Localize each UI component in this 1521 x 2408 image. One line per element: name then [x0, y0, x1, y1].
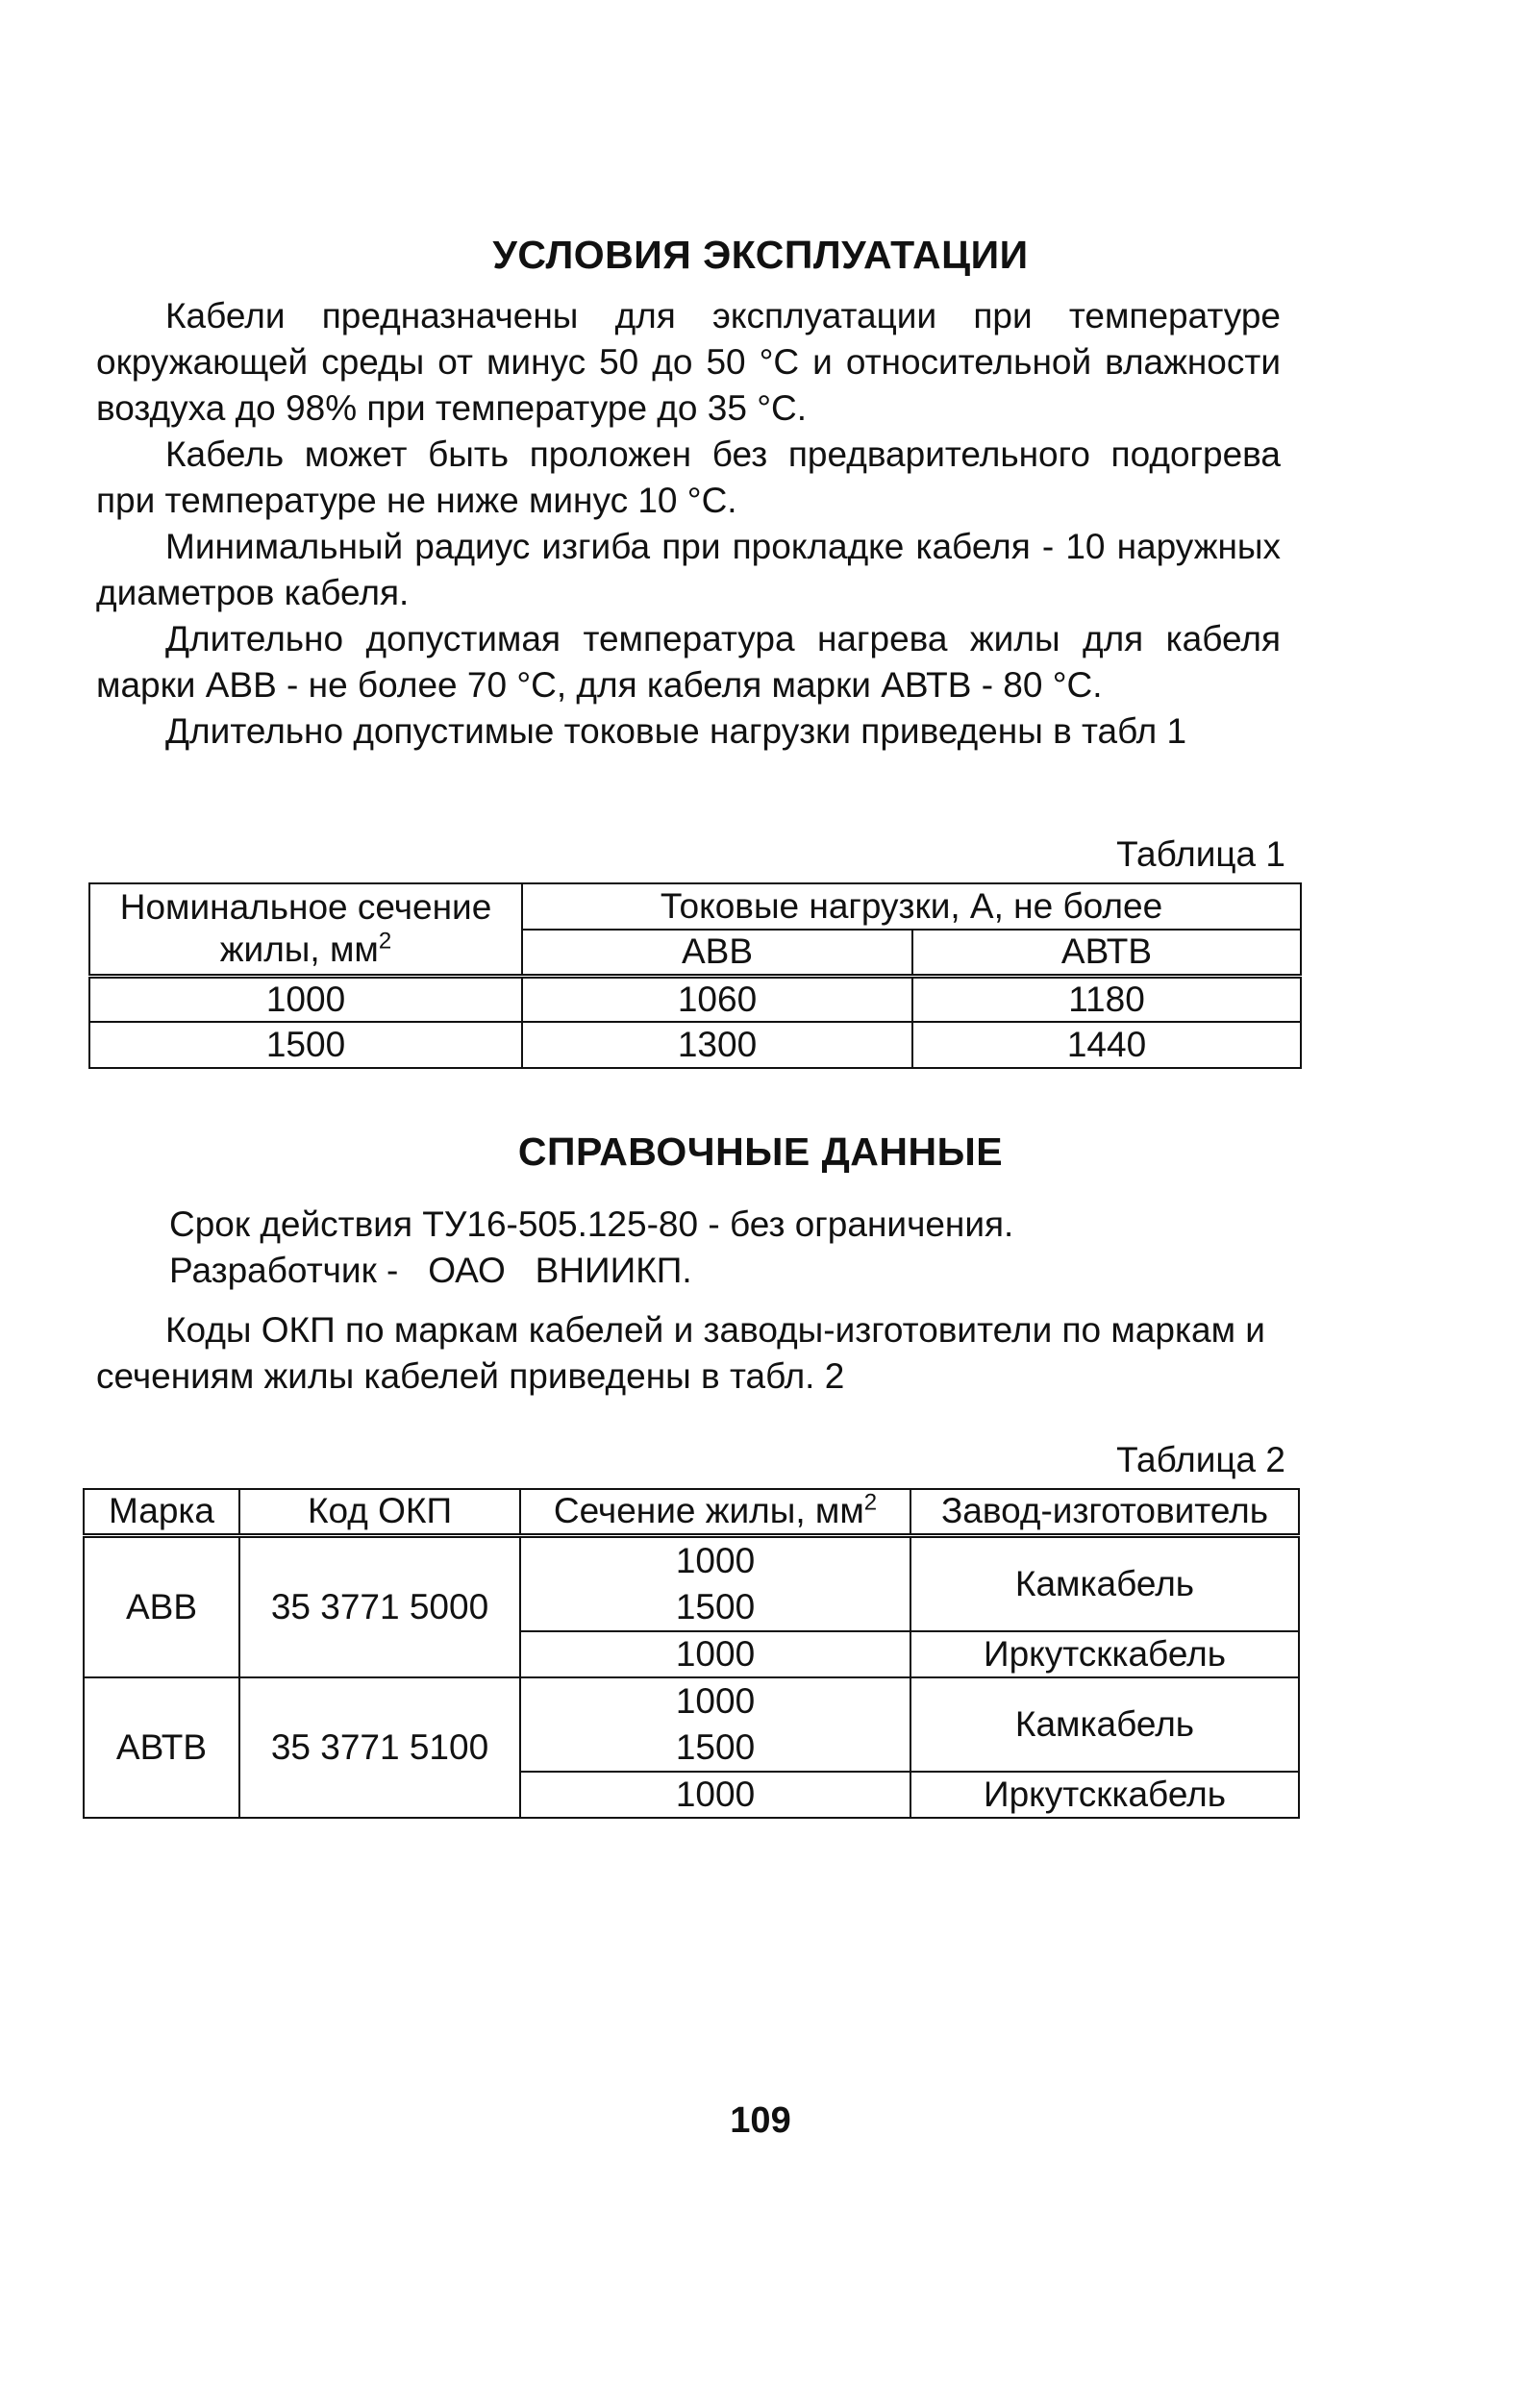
table-row [89, 1022, 1301, 1068]
validity-line: Срок действия ТУ16-505.125-80 - без ограничения. [169, 1204, 1014, 1244]
table2-section-cell: 1000 1500 [520, 1677, 910, 1772]
table2-header-brand: Марка [84, 1489, 239, 1535]
table2-section-cell: 1000 1500 [520, 1535, 910, 1631]
table1-header-current-loads: Токовые нагрузки, А, не более [522, 883, 1301, 930]
paragraph-core-temperature: Длительно допустимая температура нагрева жилы для кабеля марки АВВ - не более 70 °С, для кабеля марки АВТВ - 80 °С. [96, 619, 1281, 705]
table2-header-cross-section: Сечение жилы, $мм^2$ [520, 1489, 910, 1535]
table1-subheader-avv: АВВ [522, 930, 912, 976]
table1-cell: 1300 [522, 1022, 912, 1068]
section-title-operating-conditions: УСЛОВИЯ ЭКСПЛУАТАЦИИ [492, 233, 1029, 277]
paragraph-preheating: Кабель может быть проложен без предварительного подогрева при температуре не ниже минус 10 °С. [96, 434, 1281, 520]
page-number: 109 [730, 2100, 791, 2141]
table-okp-codes [83, 1488, 1300, 1819]
table2-factory-cell: Камкабель [910, 1535, 1299, 1631]
table2-caption: Таблица 2 [1116, 1440, 1285, 1479]
paragraph-okp-codes: Коды ОКП по маркам кабелей и заводы-изготовители по маркам и сечениям жилы кабелей приведены в табл. 2 [96, 1310, 1265, 1396]
paragraph-current-loads: Длительно допустимые токовые нагрузки приведены в табл 1 [165, 711, 1187, 751]
table2-section-cell: 1000 [520, 1631, 910, 1677]
section-title-reference-data: СПРАВОЧНЫЕ ДАННЫЕ [517, 1130, 1004, 1174]
table2-factory-cell: Иркутсккабель [910, 1631, 1299, 1677]
table2-section-cell: 1000 [520, 1772, 910, 1818]
table1-subheader-avtv: АВТВ [912, 930, 1301, 976]
developer-line: Разработчик - ОАО ВНИИКП. [169, 1251, 692, 1290]
table1-cell: 1000 [89, 976, 522, 1022]
table2-brand-cell: АВВ [84, 1535, 239, 1677]
table-row [89, 976, 1301, 1022]
table1-cell: 1180 [912, 976, 1301, 1022]
reference-data-text [96, 1202, 1281, 1400]
table2-header-okp-code: Код ОКП [239, 1489, 520, 1535]
table2-brand-cell: АВТВ [84, 1677, 239, 1818]
table2-code-cell: 35 3771 5000 [239, 1535, 520, 1677]
table2-factory-cell: Камкабель [910, 1677, 1299, 1772]
table1-cell: 1060 [522, 976, 912, 1022]
table-row [84, 1535, 1299, 1631]
table1-cell: 1500 [89, 1022, 522, 1068]
paragraph-temperature: Кабели предназначены для эксплуатации при температуре окружающей среды от минус 50 до 50 °С и относительной влажности воздуха до 98% при температуре до 35 °С. [96, 296, 1281, 428]
table-row [84, 1677, 1299, 1772]
table1-caption: Таблица 1 [1116, 834, 1285, 874]
table1-cell: 1440 [912, 1022, 1301, 1068]
table1-header-cross-section: Номинальное сечение жилы, $мм^2$ [89, 883, 522, 976]
paragraph-bending-radius: Минимальный радиус изгиба при прокладке кабеля - 10 наружных диаметров кабеля. [96, 527, 1281, 612]
table2-code-cell: 35 3771 5100 [239, 1677, 520, 1818]
table-current-loads [88, 882, 1302, 1069]
table2-factory-cell: Иркутсккабель [910, 1772, 1299, 1818]
operating-conditions-text [96, 293, 1281, 755]
table2-header-factory: Завод-изготовитель [910, 1489, 1299, 1535]
